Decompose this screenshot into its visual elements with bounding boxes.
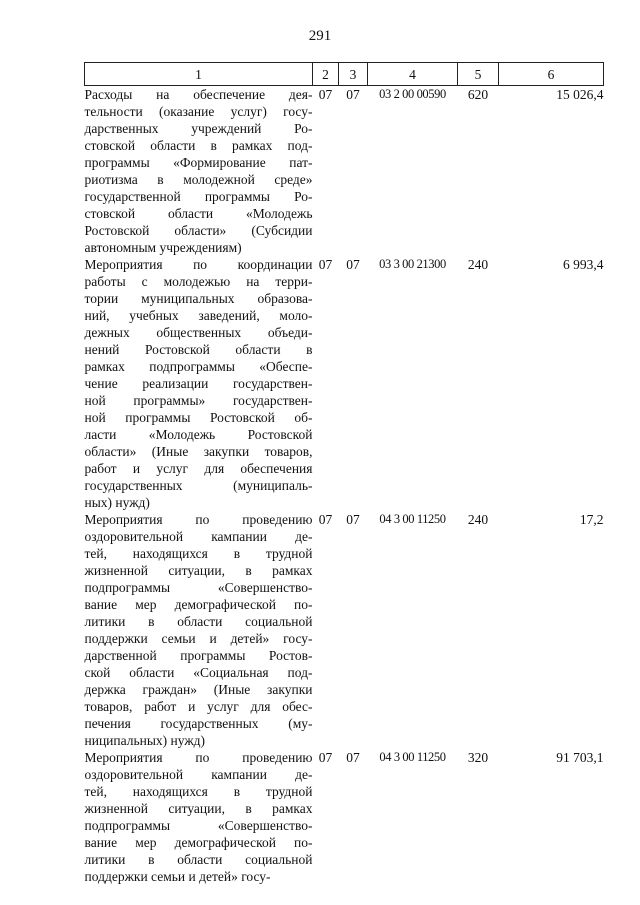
description-line: оздоровительной кампании де- [84, 767, 313, 782]
table-row [85, 86, 604, 257]
row-description [85, 749, 313, 885]
description-line: дарственных учреждений Ро- [84, 121, 313, 136]
row-section-code: 07 [318, 87, 333, 102]
description-line: нений Ростовской области в [84, 342, 313, 357]
description-line: жизненной ситуации, в рамках [84, 563, 313, 578]
row-expense-type-code: 620 [467, 87, 489, 102]
row-target-article-code: 04 3 00 11250 [379, 750, 446, 764]
description-line: ской области «Социальная под- [84, 665, 313, 680]
description-line: государственных (муниципаль- [84, 478, 313, 493]
header-col-2: 2 [313, 63, 339, 86]
description-line: тей, находящихся в трудной [84, 784, 313, 799]
row-subsection-code: 07 [346, 750, 360, 765]
description-line: Расходы на обеспечение дея- [84, 87, 313, 102]
row-amount: 15 026,4 [556, 87, 604, 102]
header-col-4: 4 [368, 63, 458, 86]
description-line: чение реализации государствен- [84, 376, 313, 391]
row-subsection-code: 07 [346, 87, 360, 102]
row-section-code: 07 [318, 512, 333, 527]
description-line: жизненной ситуации, в рамках [84, 801, 313, 816]
description-line: литики в области социальной [84, 852, 313, 867]
row-amount: 17,2 [579, 512, 604, 527]
description-line: товаров, работ и услуг для обес- [84, 699, 313, 714]
row-target-article-code: 03 2 00 00590 [379, 87, 446, 101]
row-description [85, 256, 313, 511]
description-line: Мероприятия по проведению [84, 750, 313, 765]
table-row [85, 511, 604, 749]
page-number: 291 [308, 28, 332, 44]
description-line: Ростовской области» (Субсидии [84, 223, 313, 238]
description-line: дарственной программы Ростов- [84, 648, 313, 663]
row-amount: 91 703,1 [556, 750, 604, 765]
description-line: вание мер демографической по- [84, 597, 313, 612]
row-description [85, 511, 313, 749]
header-col-5: 5 [458, 63, 499, 86]
description-line: работы с молодежью на терри- [84, 274, 313, 289]
row-section-code: 07 [318, 750, 333, 765]
description-line: области» (Иные закупки товаров, [84, 444, 313, 459]
description-line: Мероприятия по проведению [84, 512, 313, 527]
row-amount: 6 993,4 [563, 257, 604, 272]
description-line: литики в области социальной [84, 614, 313, 629]
header-col-1: 1 [85, 63, 313, 86]
row-section-code: 07 [318, 257, 333, 272]
row-description [85, 86, 313, 257]
description-line: ной программы» государствен- [84, 393, 313, 408]
description-line: подпрограммы «Совершенство- [84, 818, 313, 833]
description-line: вание мер демографической по- [84, 835, 313, 850]
description-line: ласти «Молодежь Ростовской [84, 427, 313, 442]
row-subsection-code: 07 [346, 257, 360, 272]
description-line: рамках подпрограммы «Обеспе- [84, 359, 313, 374]
table-header-row [85, 63, 604, 86]
description-line: ной программы Ростовской об- [84, 410, 313, 425]
description-line: ний, учебных заведений, моло- [84, 308, 313, 323]
row-expense-type-code: 240 [467, 512, 489, 527]
description-line: тельности (оказание услуг) госу- [84, 104, 313, 119]
table-row [85, 256, 604, 511]
description-line: работ и услуг для обеспечения [84, 461, 313, 476]
description-line: поддержки семьи и детей» госу- [84, 869, 271, 884]
header-col-3: 3 [339, 63, 368, 86]
row-expense-type-code: 320 [467, 750, 489, 765]
budget-table [84, 62, 604, 885]
description-line: ниципальных) нужд) [84, 733, 206, 748]
description-line: держка граждан» (Иные закупки [84, 682, 313, 697]
description-line: поддержки семьи и детей» госу- [84, 631, 313, 646]
table-body [85, 86, 604, 886]
description-line: программы «Формирование пат- [84, 155, 313, 170]
row-expense-type-code: 240 [467, 257, 489, 272]
row-target-article-code: 03 3 00 21300 [379, 257, 446, 271]
row-subsection-code: 07 [346, 512, 360, 527]
description-line: дежных общественных объеди- [84, 325, 313, 340]
description-line: тей, находящихся в трудной [84, 546, 313, 561]
description-line: оздоровительной кампании де- [84, 529, 313, 544]
description-line: тории муниципальных образова- [84, 291, 313, 306]
description-line: стовской области «Молодежь [84, 206, 313, 221]
description-line: ных) нужд) [84, 495, 150, 510]
description-line: риотизма в молодежной среде» [84, 172, 313, 187]
row-target-article-code: 04 3 00 11250 [379, 512, 446, 526]
description-line: Мероприятия по координации [84, 257, 313, 272]
description-line: подпрограммы «Совершенство- [84, 580, 313, 595]
description-line: стовской области в рамках под- [84, 138, 313, 153]
description-line: государственной программы Ро- [84, 189, 313, 204]
table-row [85, 749, 604, 885]
description-line: автономным учреждениям) [84, 240, 242, 255]
description-line: печения государственных (му- [84, 716, 313, 731]
header-col-6: 6 [499, 63, 604, 86]
